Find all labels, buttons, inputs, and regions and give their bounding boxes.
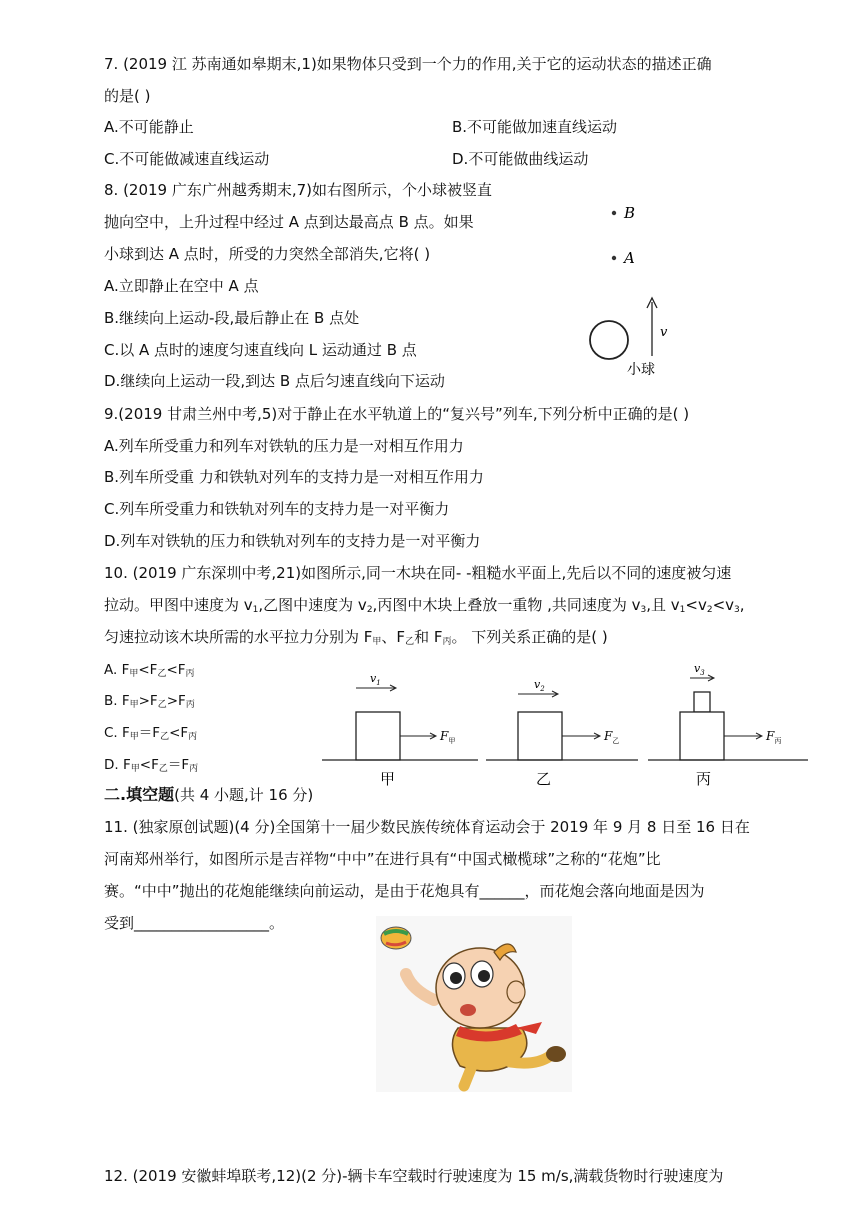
v2-label: $v_2$ [534,678,545,693]
mascot-ear [507,981,525,1003]
q10-option-d: D. $F_甲<F_乙=F_丙$ [104,757,199,774]
mascot-pupil-right [478,970,490,982]
extra-weight [694,692,710,712]
q8-option-c: C.以 A 点时的速度匀速直线向 L 运动通过 B 点 [104,341,417,359]
q10-option-c: C. $F_甲=F_乙<F_丙$ [104,725,198,742]
q9-option-a: A.列车所受重力和列车对铁轨的压力是一对相互作用力 [104,437,464,455]
q10-option-b: B. $F_甲>F_乙>F_丙$ [104,693,195,710]
q8-stem-line2: 抛向空中，上升过程中经过 A 点到达最高点 B 点。如果 [104,213,474,231]
mascot-leg-left [464,1066,472,1086]
q9-option-d: D.列车对铁轨的压力和铁轨对列车的支持力是一对平衡力 [104,532,481,550]
q7-option-d: D.不可能做曲线运动 [452,150,589,168]
block-yi [518,712,562,760]
q11-stem-line2: 河南郑州举行，如图所示是吉祥物“中中”在进行具有“中国式橄榄球”之称的“花炮”比 [104,850,661,868]
v3-label: $v_3$ [694,662,705,677]
q7-option-a: A.不可能静止 [104,118,194,136]
ball-circle [590,321,628,359]
q10-stem-line1: 10. (2019 广东深圳中考,21)如图所示,同一木块在同- -粗糙水平面上,先后以不同的速度被匀速 [104,564,732,582]
q9-option-c: C.列车所受重力和铁轨对列车的支持力是一对平衡力 [104,500,450,518]
caption-jia: 甲 [380,770,396,788]
caption-bing: 丙 [696,770,712,788]
block-bing [680,712,724,760]
mascot-pupil-left [450,972,462,984]
section-title: 二.填空题 [104,785,175,804]
caption-yi: 乙 [536,770,552,788]
huapao-ball-icon [381,927,411,949]
q11-stem-line4: 受到__________________。 [104,914,285,932]
q7-stem-line2: 的是( ) [104,87,151,105]
q7-option-b: B.不可能做加速直线运动 [452,118,618,136]
block-bing-group [648,662,808,788]
q10-stem-line2: 拉动。甲图中速度为 $v_1$,乙图中速度为 $v_2$,丙图中木块上叠放一重物 ,共同速度为 $v_3$,且 $v_1<v_2<v_3$, [104,596,745,615]
q8-ball-figure [580,196,690,386]
point-a-dot [612,256,616,260]
point-a-label: A [624,249,635,267]
force-jia-label: $F_甲$ [440,729,456,745]
q8-option-d: D.继续向上运动一段,到达 B 点后匀速直线向下运动 [104,372,445,390]
force-yi-label: $F_乙$ [604,729,620,745]
q10-block-figure [318,660,818,792]
ball-label: 小球 [627,362,655,378]
block-yi-group [486,678,638,788]
q10-stem-line3: 匀速拉动该木块所需的水平拉力分别为 $F_甲$、$F_乙$和 $F_丙$。 下列关系正确的是( ) [104,628,608,647]
q8-stem-line1: 8. (2019 广东广州越秀期末,7)如右图所示，个小球被竖直 [104,181,493,199]
q9-option-b: B.列车所受重 力和铁轨对列车的支持力是一对相互作用力 [104,468,484,486]
q9-stem: 9.(2019 甘肃兰州中考,5)对于静止在水平轨道上的“复兴号”列车,下列分析中正确的是( ) [104,405,690,423]
q7-option-c: C.不可能做减速直线运动 [104,150,270,168]
q11-stem-line1: 11. (独家原创试题)(4 分)全国第十一届少数民族传统体育运动会于 2019 年 9 月 8 日至 16 日在 [104,818,750,836]
q8-option-b: B.继续向上运动-段,最后静止在 B 点处 [104,309,360,327]
q10-option-a: A. $F_甲<F_乙<F_丙$ [104,662,195,679]
section-note: (共 4 小题,计 16 分) [174,786,314,804]
q7-stem-line1: 7. (2019 江 苏南通如皋期末,1)如果物体只受到一个力的作用,关于它的运动状态的描述正确 [104,55,712,73]
block-jia [356,712,400,760]
mascot-illustration [376,916,572,1092]
velocity-label: v [660,325,668,340]
section-heading [104,785,313,805]
block-jia-group [322,672,478,788]
point-b-dot [612,211,616,215]
point-b-label: B [624,204,636,222]
force-bing-label: $F_丙$ [766,729,782,745]
q12-stem-line1: 12. (2019 安徽蚌埠联考,12)(2 分)-辆卡车空载时行驶速度为 15 m/s,满载货物时行驶速度为 [104,1167,724,1185]
v1-label: $v_1$ [370,672,381,687]
q8-option-a: A.立即静止在空中 A 点 [104,277,259,295]
mascot-shoe [546,1046,566,1062]
mascot-mouth [460,1004,476,1016]
q11-stem-line3: 赛。“中中”抛出的花炮能继续向前运动，是由于花炮具有______，而花炮会落向地面是因为 [104,882,705,900]
q8-stem-line3: 小球到达 A 点时，所受的力突然全部消失,它将( ) [104,245,431,263]
